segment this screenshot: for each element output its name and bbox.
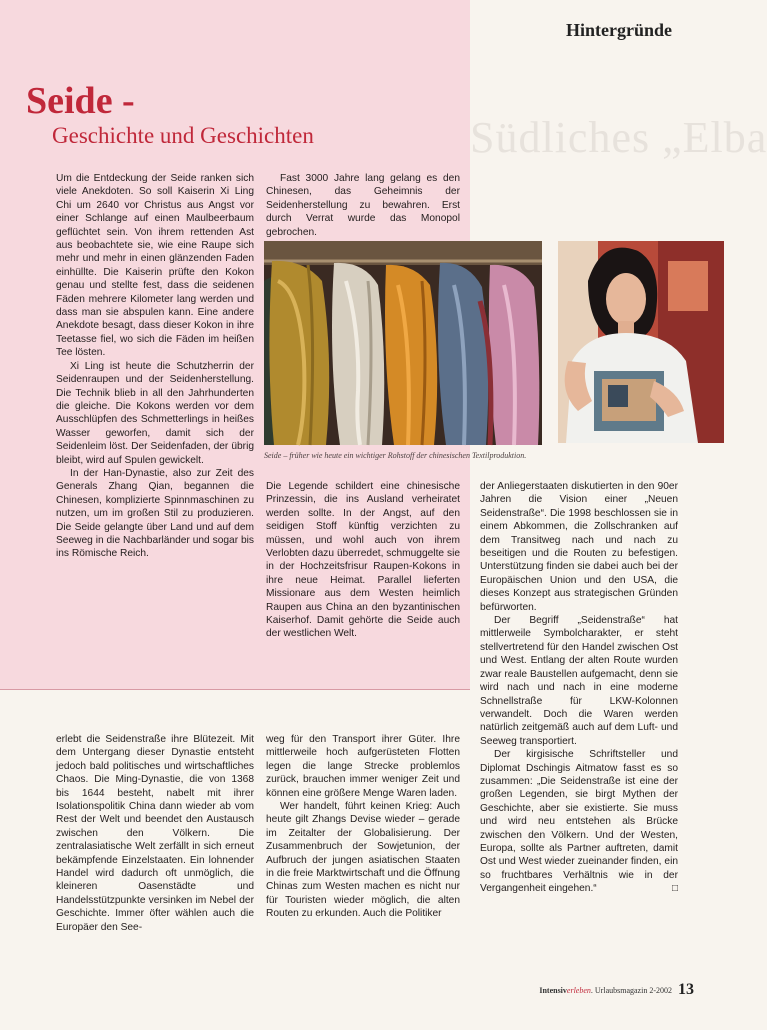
paragraph: Der Begriff „Seidenstraße“ hat mittlerweile Symbolcharakter, er steht stellvertretend für den Handel zwischen Ost und West. Entlang der alten Route wurden zwar reale Baustellen aufgemacht, denn sie wird nach und nach in eine moderne Schnellstraße für LKW-Kolonnen verwandelt. Doch die Waren werden natürlich zeitgemäß auch auf dem Luft- und Seeweg transportiert. (480, 615, 678, 747)
paragraph: Fast 3000 Jahre lang gelang es den Chinesen, das Geheimnis der Seidenherstellung zu bewahren. Erst durch Verrat wurde das Monopol gebrochen. (266, 173, 460, 238)
paragraph: Die Legende schildert eine chinesische Prinzessin, die ins Ausland verheiratet werden sollte. In der Angst, auf den seidigen Stoff künftig verzichten zu müssen, und wohl auch von ihrem Verlobten dazu überredet, schmuggelte sie in der Hochzeitsfrisur Raupen-Kokons in ihre neue Heimat. Parallel lieferten Missionare aus dem Westen heimlich Raupen aus China an den byzantinischen Kaiserhof. Damit gehörte die Seide auch der westlichen Welt. (266, 481, 460, 640)
woman-photo (558, 241, 724, 443)
column-2-continued (266, 733, 460, 921)
paragraph: Xi Ling ist heute die Schutzherrin der Seidenraupen und der Seidenherstellung. Die Technik blieb in all den Jahrhunderten die gleiche. Die Kokons werden vor dem Ausschlüpfen des Schmetterlings in heißes Wasser geworfen, damit sich der Seidenleim löst. Der Seidenfaden, der übrig bleibt, wird auf Spulen gewickelt. (56, 360, 254, 466)
footer-brand-accent: erleben (566, 986, 591, 995)
article-subtitle: Geschichte und Geschichten (52, 123, 314, 148)
page-number: 13 (678, 981, 694, 998)
column-1-continued (56, 733, 254, 934)
section-label: Hintergründe (566, 20, 672, 40)
silk-skeins-illustration (264, 241, 542, 445)
photo-caption: Seide – früher wie heute ein wichtiger Rohstoff der chinesischen Textilproduktion. (264, 451, 527, 460)
footer-issue: . Urlaubsmagazin 2-2002 (590, 986, 672, 995)
footer-brand: Intensiv (539, 986, 567, 995)
paragraph: Der kirgisische Schriftsteller und Diplomat Dschingis Aitmatow fasst es so zusammen: „Die Seidenstraße ist eine der großen Legenden, sie birgt Mythen der Geschichte, aber sie existierte. Sie muss und wird neu entstehen als Brücke zwischen den Völkern. Und der Westen, Europa, sollte als Partner auftreten, damit Ost und West wieder zueinander finden, ein so fruchtbares Verhältnis wie in der Vergangenheit eingehen.“ □ (480, 748, 678, 895)
footer-publication (539, 986, 672, 995)
pink-panel-divider (0, 689, 470, 690)
article-title: Seide - (26, 80, 135, 122)
paragraph: erlebt die Seidenstraße ihre Blütezeit. Mit dem Untergang dieser Dynastie entsteht jedoch bald politisches und wirtschaftliches Chaos. Die Ming-Dynastie, die von 1368 bis 1644 besteht, nabelt mit ihrer Isolationspolitik China dann wieder ab vom Rest der Welt und beendet den Austausch zwischen den Völkern. Die zentralasiatische Welt zerfällt in sich erneut bekämpfende Einzelstaaten. Ein lohnender Handel wird dadurch oft unmöglich, die kleineren Oasenstädte und Handelsstützpunkte versinken im Nebel der Geschichte. Immer öfter wählen auch die Europäer den See- (56, 734, 254, 933)
show-through-heading: Südliches „Elba (470, 113, 767, 162)
silk-skeins-photo (264, 241, 542, 445)
column-2-legend (266, 480, 460, 641)
column-2-intro (266, 172, 460, 239)
woman-with-magazine-illustration (558, 241, 724, 443)
paragraph: In der Han-Dynastie, also zur Zeit des Generals Zhang Qian, begannen die Chinesen, komplizierte Spinnmaschinen zu nutzen, um im großen Stil zu produzieren. Die Seide gelangte über Land und auf dem Seeweg in die Nachbarländer und sogar bis ins Römische Reich. (56, 467, 254, 560)
paragraph: der Anliegerstaaten diskutierten in den 90er Jahren die Vision einer „Neuen Seidenstraße“. Die 1998 beschlossen sie in einem Abkommen, die Zollschranken auf dem Transitweg nach und nach zu beseitigen und die Routen zu befestigen. Unterstützung finden sie dabei auch bei der Europäischen Union und den USA, die dieses Konzept aus strategischen Gründen befürworten. (480, 481, 678, 613)
paragraph: Wer handelt, führt keinen Krieg: Auch heute gilt Zhangs Devise wieder – gerade im Zeitalter der Globalisierung. Der Zusammenbruch der Sowjetunion, der Aufbruch der jungen asiatischen Staaten in die freie Marktwirtschaft und die Öffnung Chinas zum Westen machen es nicht nur für Touristen wieder möglich, die alten Routen zu erkunden. Auch die Politiker (266, 801, 460, 920)
column-3 (480, 480, 678, 896)
paragraph: Um die Entdeckung der Seide ranken sich viele Anekdoten. So soll Kaiserin Xi Ling Chi um 2640 vor Christus aus Angst vor einer Schlange auf einen Maulbeerbaum geflüchtet sein. Von ihrem rettenden Ast aus beobachtete sie, wie eine Raupe sich mehr und mehr in einen glänzenden Faden einhüllte. Die Kaiserin prüfte den Kokon genau und stellte fest, dass die seidenen Fäden mehrere Kilometer lang werden und dass man sie abspulen kann. Eine andere Anekdote besagt, dass dieser Kokon in ihre Teetasse fiel, wo sich die Fäden im heißen Tee lösten. (56, 173, 254, 359)
paragraph: weg für den Transport ihrer Güter. Ihre mittlerweile hoch aufgerüsteten Flotten legen die lange Strecke problemlos zurück, brauchen immer weniger Zeit und können eine größere Menge Waren laden. (266, 734, 460, 799)
column-1 (56, 172, 254, 561)
